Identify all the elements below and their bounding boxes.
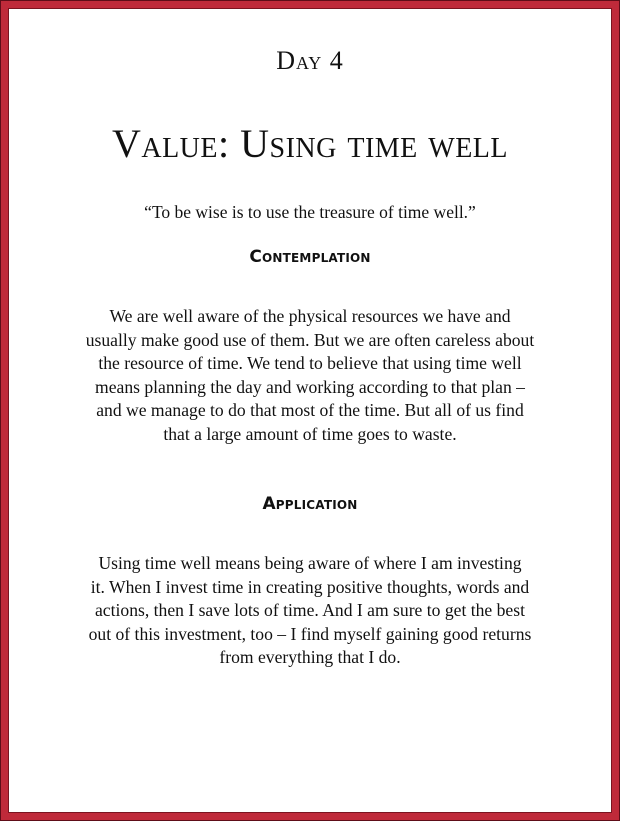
paragraph-line: the resource of time. We tend to believe that using time well: [98, 353, 522, 374]
paragraph-line: Using time well means being aware of where I am investing: [98, 553, 522, 573]
page-title: Value: Using time well: [111, 121, 509, 166]
paragraph-line: that a large amount of time goes to waste.: [163, 423, 457, 444]
paragraph-line: out of this investment, too – I find myself gaining good returns: [88, 623, 532, 644]
paragraph-line: usually make good use of them. But we are often careless about: [85, 329, 535, 350]
contemplation-heading: Contemplation: [249, 247, 371, 267]
paragraph-line: actions, then I save lots of time. And I am sure to get the best: [95, 600, 525, 621]
quote-text: “To be wise is to use the treasure of time well.”: [144, 202, 476, 222]
paragraph-line: from everything that I do.: [219, 647, 401, 668]
paragraph-line: and we manage to do that most of the time. But all of us find: [96, 400, 524, 421]
paragraph-line: it. When I invest time in creating positive thoughts, words and: [90, 576, 530, 597]
day-label: Day 4: [276, 46, 344, 75]
paragraph-line: We are well aware of the physical resources we have and: [109, 306, 511, 326]
application-paragraph: [26, 552, 594, 670]
application-heading: Application: [262, 494, 358, 514]
paragraph-line: means planning the day and working according to that plan –: [95, 376, 525, 397]
page-content: [16, 16, 604, 805]
contemplation-paragraph: [26, 305, 594, 447]
